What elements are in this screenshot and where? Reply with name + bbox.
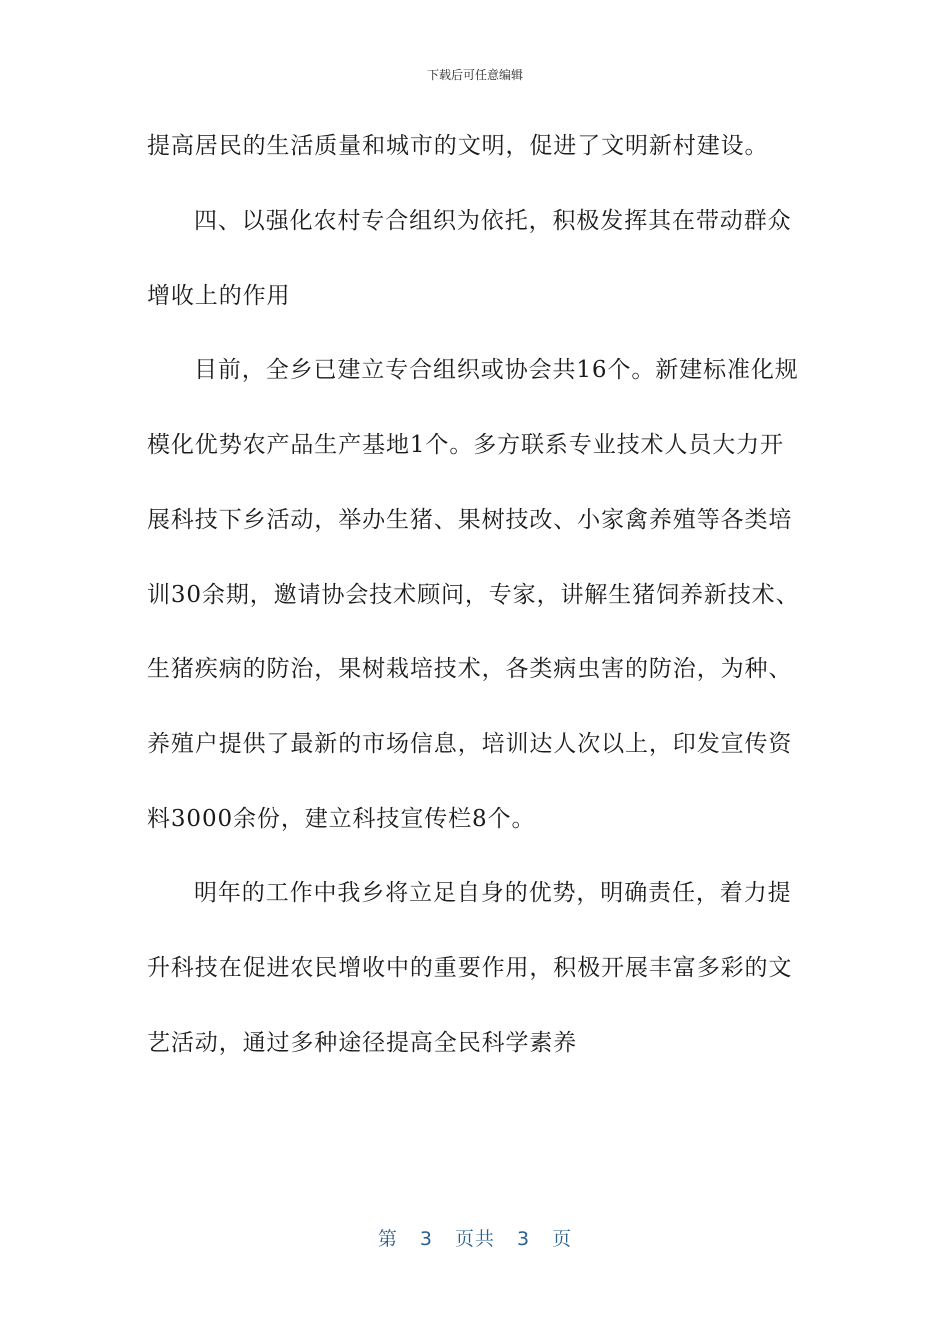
footer-suffix: 页: [552, 1228, 573, 1250]
paragraph-line: 目前，全乡已建立专合组织或协会共16个。新建标准化规: [194, 357, 799, 383]
paragraph-line: 提高居民的生活质量和城市的文明，促进了文明新村建设。: [147, 133, 769, 159]
paragraph-line: 升科技在促进农民增收中的重要作用，积极开展丰富多彩的文: [147, 955, 793, 981]
paragraph-line: 艺活动，通过多种途径提高全民科学素养: [147, 1030, 578, 1056]
page-header: 下载后可任意编辑: [426, 68, 523, 82]
paragraph-line: 料3000余份，建立科技宣传栏8个。: [147, 806, 536, 832]
footer-current-page: 3: [419, 1228, 433, 1250]
paragraph-line: 养殖户提供了最新的市场信息，培训达人次以上，印发宣传资: [147, 731, 793, 757]
paragraph-line: 生猪疾病的防治，果树栽培技术，各类病虫害的防治，为种、: [147, 656, 793, 682]
footer-total-pages: 3: [517, 1228, 531, 1250]
paragraph-line: 明年的工作中我乡将立足自身的优势，明确责任，着力提: [194, 880, 792, 906]
paragraph-line: 展科技下乡活动，举办生猪、果树技改、小家禽养殖等各类培: [147, 507, 793, 533]
footer-prefix: 第: [377, 1228, 398, 1250]
section-heading-line: 增收上的作用: [147, 283, 291, 309]
paragraph-line: 训30余期，邀请协会技术顾问，专家，讲解生猪饲养新技术、: [147, 582, 800, 608]
paragraph-line: 模化优势农产品生产基地1个。多方联系专业技术人员大力开: [147, 432, 784, 458]
footer-middle: 页共: [454, 1228, 495, 1250]
section-heading-line: 四、以强化农村专合组织为依托，积极发挥其在带动群众: [194, 208, 792, 234]
page-footer: [0, 1227, 950, 1251]
